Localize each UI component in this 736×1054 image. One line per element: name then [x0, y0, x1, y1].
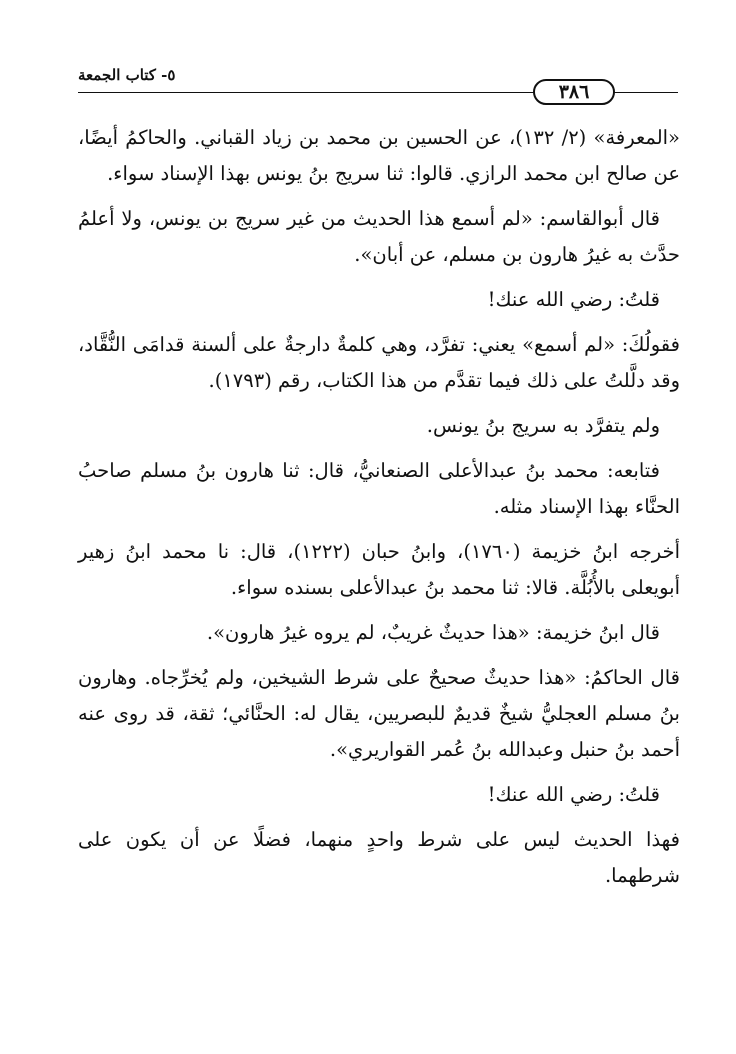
body-text: [78, 120, 680, 903]
paragraph: فهذا الحديث ليس على شرط واحدٍ منهما، فضلًا عن أن يكون على شرطهما.: [78, 828, 680, 887]
paragraph: أخرجه ابنُ خزيمة (١٧٦٠)، وابنُ حبان (١٢٢٢)، قال: نا محمد ابنُ زهير أبويعلى بالأُبُلَّة. قالا: ثنا محمد بنُ عبدالأعلى بسنده سواء.: [78, 540, 680, 599]
page-number: ٣٨٦: [533, 79, 615, 105]
chapter-title: ٥- كتاب الجمعة: [78, 66, 176, 84]
paragraph: قال أبوالقاسم: «لم أسمع هذا الحديث من غير سريج بن يونس، ولا أعلمُ حدَّث به غيرُ هارون بن مسلم، عن أبان».: [78, 207, 680, 266]
paragraph: قلتُ: رضي الله عنك!: [487, 288, 660, 311]
page-header: [78, 62, 678, 102]
paragraph: ولم يتفرَّد به سريج بنُ يونس.: [426, 414, 660, 437]
paragraph: فتابعه: محمد بنُ عبدالأعلى الصنعانيُّ، قال: ثنا هارون بنُ مسلم صاحبُ الحنَّاء بهذا الإسناد مثله.: [78, 459, 680, 518]
paragraph: «المعرفة» (٢/ ١٣٢)، عن الحسين بن محمد بن زياد القباني. والحاكمُ أيضًا، عن صالح ابن محمد الرازي. قالوا: ثنا سريج بنُ يونس بهذا الإسناد سواء.: [78, 126, 680, 185]
paragraph: قال الحاكمُ: «هذا حديثٌ صحيحٌ على شرط الشيخين، ولم يُخرِّجاه. وهارون بنُ مسلم العجليُّ شيخٌ قديمٌ للبصريين، يقال له: الحنَّائي؛ ثقة، قد روى عنه أحمد بنُ حنبل وعبدالله بنُ عُمر القواريري».: [78, 666, 680, 761]
paragraph: قلتُ: رضي الله عنك!: [487, 783, 660, 806]
paragraph: فقولُكَ: «لم أسمع» يعني: تفرَّد، وهي كلمةٌ دارجةٌ على ألسنة قدامَى النُّقَّاد، وقد دلَّلتُ على ذلك فيما تقدَّم من هذا الكتاب، رقم (١٧٩٣).: [78, 333, 680, 392]
paragraph: قال ابنُ خزيمة: «هذا حديثٌ غريبٌ، لم يروه غيرُ هارون».: [206, 621, 660, 644]
